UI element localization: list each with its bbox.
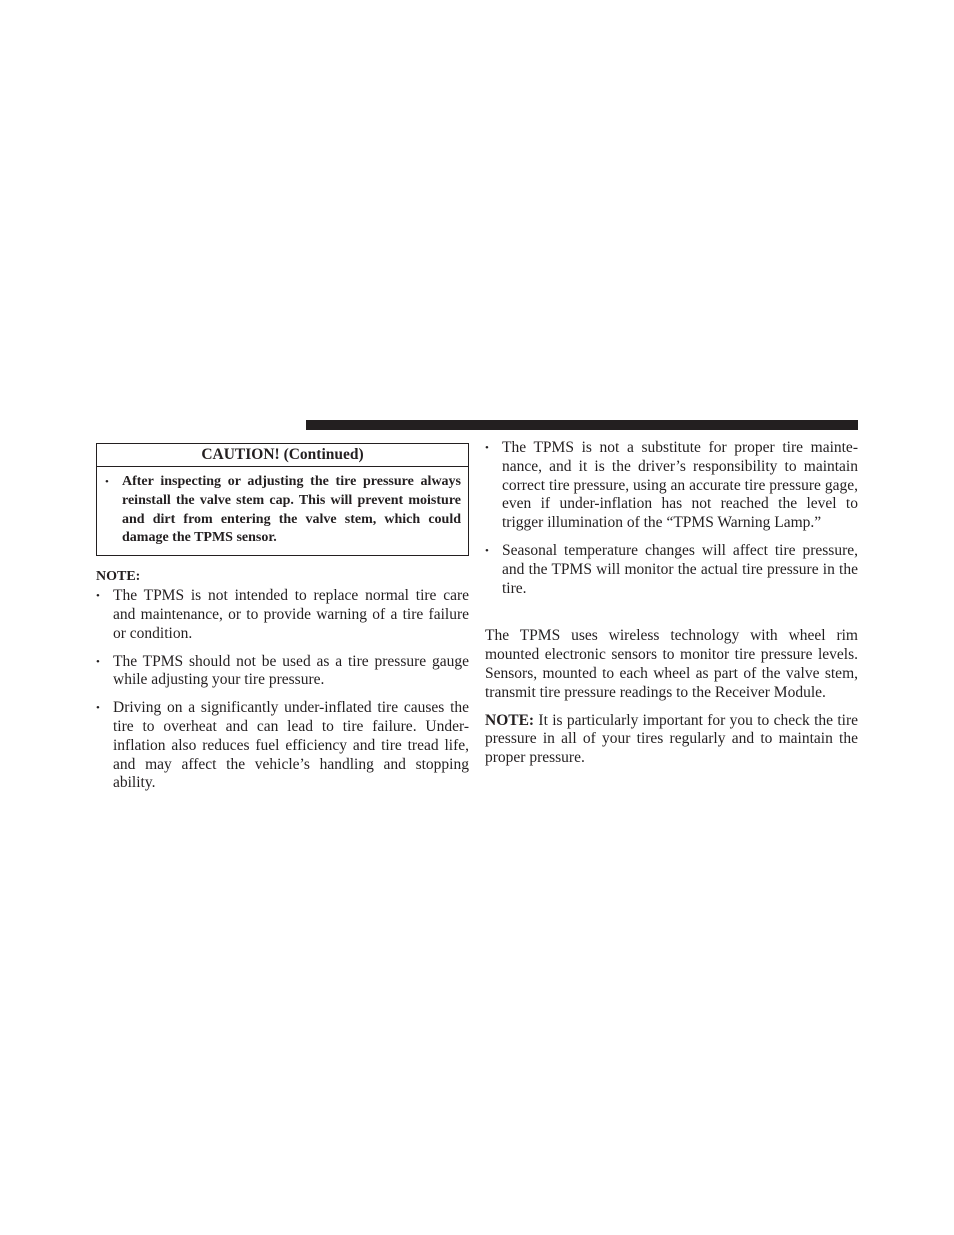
list-item-text: Seasonal temperature changes will affect tire pressure, and the TPMS will monitor the actual tire pressure in the tire. [502,541,858,597]
bullet-icon: • [96,590,100,603]
caution-box [96,443,469,556]
list-item-text: The TPMS is not intended to replace normal tire care and maintenance, or to provide warning of a tire failure or condition. [113,587,469,642]
caution-body [97,467,468,555]
caution-item [105,473,461,548]
note-text: It is particularly important for you to check the tire pressure in all of your tires regularly and to maintain the proper pressure. [485,711,858,767]
note-list [96,587,469,793]
bullet-icon: • [485,544,489,557]
list-item [96,653,469,691]
bullet-icon: • [485,442,489,454]
right-column [485,439,858,768]
bullet-icon: • [105,476,109,488]
bullet-icon: • [96,702,100,715]
list-item-text: Driving on a significantly under-inflated tire causes the tire to overheat and can lead to tire failure. Under-inflation also reduces fuel efficiency and tire tread life, and may affect the vehicle’s handling and stopping ability. [113,699,469,792]
list-item [485,439,858,533]
note-label-inline: NOTE: [485,711,535,729]
list-item-text: The TPMS is not a substitute for proper tire maintenance, and it is the driver’s responsibility to maintain correct tire pressure, using an accurate tire pressure gage, even if under-inflation has not reached the level to trigger illumination of the “TPMS Warning Lamp.” [502,439,858,532]
caution-title: CAUTION! (Continued) [97,444,468,467]
section-header-bar [306,420,858,430]
list-item-text: The TPMS should not be used as a tire pressure gauge while adjusting your tire pressure. [113,652,469,689]
caution-item-text: After inspecting or adjusting the tire pressure always reinstall the valve stem cap. This will prevent moisture and dirt from entering the valve stem, which could damage the TPMS sensor. [122,474,461,546]
list-item [485,542,858,598]
body-paragraph: The TPMS uses wireless technology with wheel rim mounted electronic sensors to monitor tire pressure levels. Sensors, mounted to each wheel as part of the valve stem, transmit tire pressure readings to the Receiver Module. [485,627,858,701]
list-item [96,587,469,643]
left-column [96,443,469,802]
note-paragraph [485,712,858,768]
list-item [96,699,469,793]
note-label: NOTE: [96,569,141,585]
bullet-icon: • [96,655,100,668]
